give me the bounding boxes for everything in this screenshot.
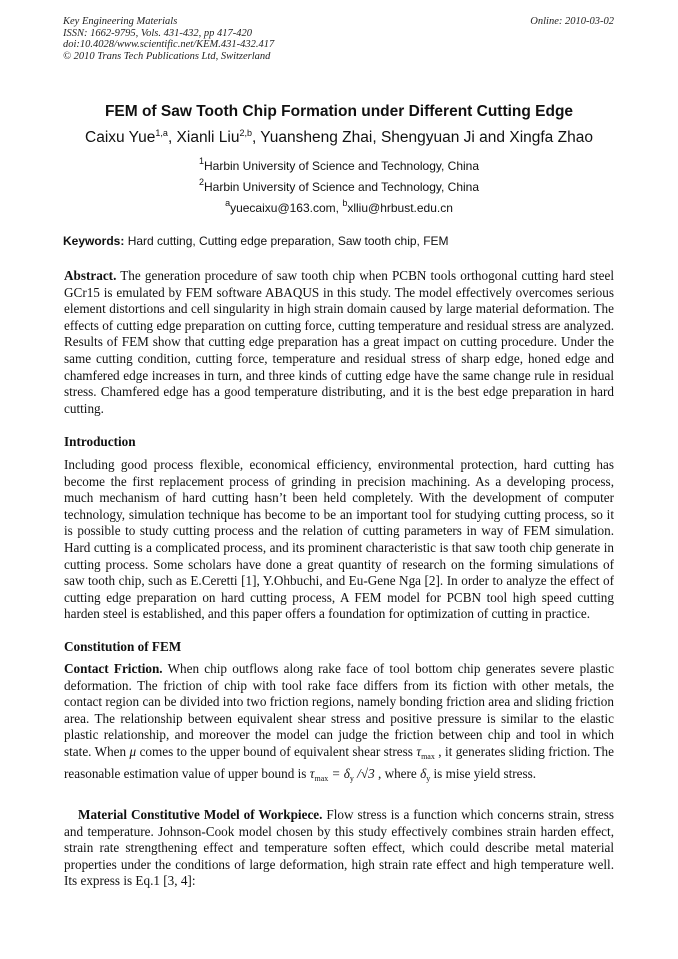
abstract — [64, 268, 614, 417]
contact-friction-text-2: comes to the upper bound of equivalent shear stress — [136, 743, 417, 759]
material-model-text: Flow stress is a function which concerns strain, stress and temperature. Johnson-Cook model chosen by this study effectively combines strain harden effect, strain rate strengthening effect and temperature soften effect, which could describe metal material properties under the conditions of large deformation, high strain rate effect and high temperature well. Its express is Eq.1 [3, 4]: — [64, 807, 614, 889]
author-list — [0, 128, 678, 147]
author-2: , Xianli Liu — [167, 129, 240, 146]
delta-symbol: δ — [420, 765, 427, 781]
formula-tau-sub: max — [314, 773, 329, 783]
tau-symbol: τ — [416, 743, 422, 759]
introduction-paragraph: Including good process flexible, economical efficiency, environmental protection, hard cutting has become the first replacement process of grinding in precision machining. As a developing process, much mechanism of hard cutting hasn’t been held completely. With the development of computer technology, simulation technique has become to be an important tool for studying cutting process, so it is possible to study cutting process and the relation of cutting parameters in way of FEM simulation. Hard cutting is a complicated process, and its prominent characteristic is that saw tooth chip generate in cutting process. Some scholars have done a great quantity of research on the forming simulations of saw tooth chip, such as E.Ceretti [1], Y.Ohbuchi, and Eu-Gene Nga [2]. In order to analyze the effect of cutting edge preparation on hard cutting process, A FEM model for PCBN tool high speed cutting harden steel is established, and this paper offers a foundation for optimization of cutting in practice. — [64, 457, 614, 622]
formula-delta-sub: y — [349, 773, 354, 783]
doi-line: doi:10.4028/www.scientific.net/KEM.431-432.417 — [63, 39, 275, 51]
upper-bound-formula — [310, 766, 375, 781]
formula-root: /√3 — [353, 765, 375, 781]
paper-title: FEM of Saw Tooth Chip Formation under Different Cutting Edge — [104, 103, 574, 120]
email-b[interactable]: xlliu@hrbust.edu.cn — [347, 201, 453, 215]
formula-tau: τ — [309, 765, 315, 781]
affiliation-2-text: Harbin University of Science and Technology, China — [203, 180, 480, 194]
formula-delta: = δ — [328, 765, 350, 781]
affiliation-2-sup: 2 — [198, 177, 204, 187]
affiliation-2 — [0, 177, 678, 194]
delta-subscript: y — [426, 773, 431, 783]
material-model-label: Material Constitutive Model of Workpiece. — [78, 807, 323, 822]
contact-friction-paragraph — [64, 661, 614, 787]
email-a[interactable]: yuecaixu@163.com, — [230, 201, 343, 215]
contact-friction-text-3: , it generates sliding friction. The reasonable estimation value of upper bound is — [64, 743, 615, 781]
author-emails — [0, 198, 678, 215]
issn-line: ISSN: 1662-9795, Vols. 431-432, pp 417-420 — [63, 27, 252, 39]
email-a-sup: a — [225, 198, 231, 208]
author-1: Caixu Yue — [85, 129, 156, 146]
abstract-text: The generation procedure of saw tooth chip when PCBN tools orthogonal cutting hard steel GCr15 is emulated by FEM software ABAQUS in this study. The model effectively overcomes serious element distortions and cell singularity in high strain domain caused by large material deformation. The effects of cutting edge preparation on cutting force, cutting temperature and residual stress are analyzed. Results of FEM show that cutting edge preparation has a great impact on cutting procedure. Under the same cutting condition, cutting force, temperature and residual stress of sharp edge, honed edge and chamfered edge increases in turn, and three kinds of cutting edge have the same change rule in residual stress. Chamfered edge has a good temperature distributing, and it is the best edge preparation in hard cutting. — [64, 268, 614, 416]
journal-name: Key Engineering Materials — [63, 16, 178, 27]
abstract-label: Abstract. — [64, 268, 117, 283]
affiliation-1-sup: 1 — [198, 156, 204, 166]
affiliation-1 — [0, 156, 678, 173]
contact-friction-text-4: , where — [374, 765, 421, 781]
online-date: Online: 2010-03-02 — [530, 16, 614, 27]
section-heading-constitution: Constitution of FEM — [64, 639, 182, 654]
contact-friction-text-5: is mise yield stress. — [430, 765, 537, 781]
mu-symbol: μ — [129, 743, 137, 759]
tau-subscript: max — [421, 751, 435, 761]
copyright-line: © 2010 Trans Tech Publications Ltd, Switzerland — [63, 50, 271, 62]
keywords-label: Keywords: — [63, 234, 125, 248]
author-1-sup: 1,a — [155, 128, 168, 138]
material-model-paragraph — [64, 807, 614, 890]
contact-friction-text: When chip outflows along rake face of tool bottom chip generates severe plastic deformation. The friction of chip with tool rake face differs from its fiction with other metals, the contact region can be divided into two friction regions, namely bonding friction area and sliding friction area. The relationship between equivalent shear stress and positive pressure is similar to the elastic plastic relationship, and moreover the model can judge the friction between chip and tool in which state. When — [64, 661, 614, 759]
author-rest: , Yuansheng Zhai, Shengyuan Ji and Xingfa Zhao — [251, 129, 593, 146]
keywords-text: Hard cutting, Cutting edge preparation, Saw tooth chip, FEM — [124, 234, 449, 248]
journal-header — [63, 16, 274, 62]
email-b-sup: b — [342, 198, 348, 208]
section-heading-introduction: Introduction — [64, 434, 136, 449]
affiliation-1-text: Harbin University of Science and Technology, China — [203, 159, 480, 173]
author-2-sup: 2,b — [239, 128, 252, 138]
introduction-text — [64, 457, 614, 623]
contact-friction-label: Contact Friction. — [64, 661, 163, 676]
keywords — [63, 234, 615, 248]
